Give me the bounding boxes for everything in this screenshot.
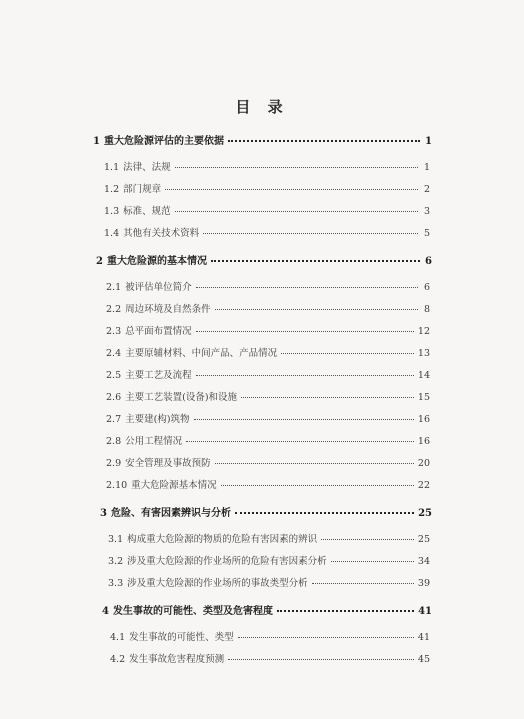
toc-entry-page: 45 — [417, 654, 430, 665]
toc-entry-number: 2.1 — [106, 282, 122, 293]
toc-entry-title: 被评估单位简介 — [125, 282, 192, 293]
toc-entry-page: 6 — [425, 256, 432, 267]
dot-leader — [186, 441, 414, 442]
toc-entry-page: 34 — [417, 556, 430, 567]
toc-entry-title: 主要建(构)筑物 — [125, 414, 190, 425]
toc-entry-page: 15 — [417, 392, 430, 403]
toc-entry-number: 4.1 — [110, 632, 126, 643]
toc-entry-1[interactable] — [93, 132, 432, 147]
toc-entry-number: 1.3 — [104, 206, 120, 217]
dot-leader — [235, 512, 414, 514]
toc-entry-4-2[interactable] — [110, 651, 430, 665]
dot-leader — [196, 331, 414, 332]
toc-entry-title: 安全管理及事故预防 — [125, 458, 211, 469]
toc-entry-title: 构成重大危险源的物质的危险有害因素的辨识 — [127, 534, 318, 545]
toc-entry-number: 3.3 — [108, 578, 124, 589]
toc-entry-title: 涉及重大危险源的作业场所的危险有害因素分析 — [127, 556, 327, 567]
toc-entry-2-5[interactable] — [106, 367, 430, 381]
toc-entry-page: 41 — [418, 606, 432, 617]
toc-entry-page: 6 — [423, 282, 430, 293]
toc-entry-number: 2.8 — [106, 436, 122, 447]
toc-entry-title: 公用工程情况 — [125, 436, 183, 447]
toc-entry-1-3[interactable] — [104, 203, 430, 217]
dot-leader — [196, 287, 418, 288]
toc-entry-title: 法律、法规 — [123, 162, 171, 173]
toc-entry-2-1[interactable] — [106, 279, 430, 293]
toc-entry-title: 部门规章 — [123, 184, 162, 195]
toc-entry-number: 3.1 — [108, 534, 124, 545]
toc-entry-number: 2.5 — [106, 370, 122, 381]
dot-leader — [196, 375, 414, 376]
dot-leader — [241, 397, 414, 398]
toc-entry-3-3[interactable] — [108, 575, 430, 589]
toc-entry-title: 主要原辅材料、中间产品、产品情况 — [125, 348, 278, 359]
toc-entry-number: 1.4 — [104, 228, 120, 239]
toc-entry-page: 3 — [423, 206, 430, 217]
dot-leader — [211, 260, 420, 262]
dot-leader — [215, 463, 414, 464]
page-title: 目 录 — [235, 98, 289, 116]
dot-leader — [215, 309, 418, 310]
toc-entry-title: 发生事故危害程度预测 — [129, 654, 225, 665]
dot-leader — [175, 211, 418, 212]
toc-entry-page: 8 — [423, 304, 430, 315]
dot-leader — [281, 353, 414, 354]
toc-entry-page: 16 — [417, 414, 430, 425]
toc-entry-2-2[interactable] — [106, 301, 430, 315]
toc-entry-1-1[interactable] — [104, 159, 430, 173]
toc-entry-page: 16 — [417, 436, 430, 447]
toc-entry-number: 3.2 — [108, 556, 124, 567]
toc-entry-page: 22 — [417, 480, 430, 491]
toc-entry-page: 25 — [417, 534, 430, 545]
toc-entry-number: 2.7 — [106, 414, 122, 425]
toc-entry-2[interactable] — [96, 252, 432, 267]
dot-leader — [221, 485, 414, 486]
toc-entry-page: 14 — [417, 370, 430, 381]
toc-entry-1-4[interactable] — [104, 225, 430, 239]
dot-leader — [175, 167, 418, 168]
toc-entry-page: 13 — [417, 348, 430, 359]
toc-entry-title: 主要工艺及流程 — [125, 370, 192, 381]
toc-entry-number: 2 — [96, 256, 103, 267]
toc-entry-title: 危险、有害因素辨识与分析 — [110, 508, 231, 519]
dot-leader — [277, 610, 414, 612]
toc-entry-3-2[interactable] — [108, 553, 430, 567]
toc-entry-number: 4.2 — [110, 654, 126, 665]
toc-entry-page: 25 — [418, 508, 432, 519]
dot-leader — [228, 140, 420, 142]
dot-leader — [203, 233, 418, 234]
toc-entry-1-2[interactable] — [104, 181, 430, 195]
toc-entry-title: 总平面布置情况 — [125, 326, 192, 337]
toc-entry-title: 重大危险源基本情况 — [131, 480, 217, 491]
toc-entry-page: 41 — [417, 632, 430, 643]
dot-leader — [194, 419, 414, 420]
toc-entry-3-1[interactable] — [108, 531, 430, 545]
toc-entry-page: 20 — [417, 458, 430, 469]
toc-entry-number: 2.6 — [106, 392, 122, 403]
toc-entry-title: 其他有关技术资料 — [123, 228, 200, 239]
toc-entry-title: 发生事故的可能性、类型及危害程度 — [112, 606, 273, 617]
toc-entry-2-7[interactable] — [106, 411, 430, 425]
toc-entry-4-1[interactable] — [110, 629, 430, 643]
toc-entry-2-6[interactable] — [106, 389, 430, 403]
toc-entry-page: 2 — [423, 184, 430, 195]
toc-entry-page: 1 — [423, 162, 430, 173]
dot-leader — [312, 583, 414, 584]
toc-entry-title: 周边环境及自然条件 — [125, 304, 211, 315]
toc-entry-title: 重大危险源评估的主要依据 — [103, 136, 224, 147]
toc-entry-2-10[interactable] — [106, 477, 430, 491]
toc-entry-number: 2.2 — [106, 304, 122, 315]
toc-entry-title: 主要工艺装置(设备)和设施 — [125, 392, 238, 403]
toc-entry-number: 4 — [102, 606, 109, 617]
toc-entry-2-4[interactable] — [106, 345, 430, 359]
toc-entry-page: 39 — [417, 578, 430, 589]
toc-entry-number: 1.2 — [104, 184, 120, 195]
toc-entry-title: 涉及重大危险源的作业场所的事故类型分析 — [127, 578, 308, 589]
dot-leader — [228, 659, 414, 660]
toc-entry-number: 2.10 — [106, 480, 128, 491]
toc-entry-4[interactable] — [102, 602, 432, 617]
dot-leader — [321, 539, 414, 540]
toc-entry-page: 5 — [423, 228, 430, 239]
toc-entry-page: 1 — [425, 136, 432, 147]
toc-entry-title: 发生事故的可能性、类型 — [129, 632, 234, 643]
toc-entry-title: 标准、规范 — [123, 206, 171, 217]
toc-entry-number: 2.3 — [106, 326, 122, 337]
dot-leader — [165, 189, 418, 190]
toc-entry-2-3[interactable] — [106, 323, 430, 337]
toc-entry-number: 2.9 — [106, 458, 122, 469]
toc-entry-number: 3 — [100, 508, 107, 519]
toc-entry-3[interactable] — [100, 504, 432, 519]
toc-entry-number: 1 — [93, 136, 100, 147]
toc-entry-title: 重大危险源的基本情况 — [106, 256, 207, 267]
toc-entry-number: 2.4 — [106, 348, 122, 359]
toc-entry-2-9[interactable] — [106, 455, 430, 469]
toc-entry-2-8[interactable] — [106, 433, 430, 447]
dot-leader — [331, 561, 414, 562]
dot-leader — [238, 637, 414, 638]
toc-entry-number: 1.1 — [104, 162, 120, 173]
toc-entry-page: 12 — [417, 326, 430, 337]
